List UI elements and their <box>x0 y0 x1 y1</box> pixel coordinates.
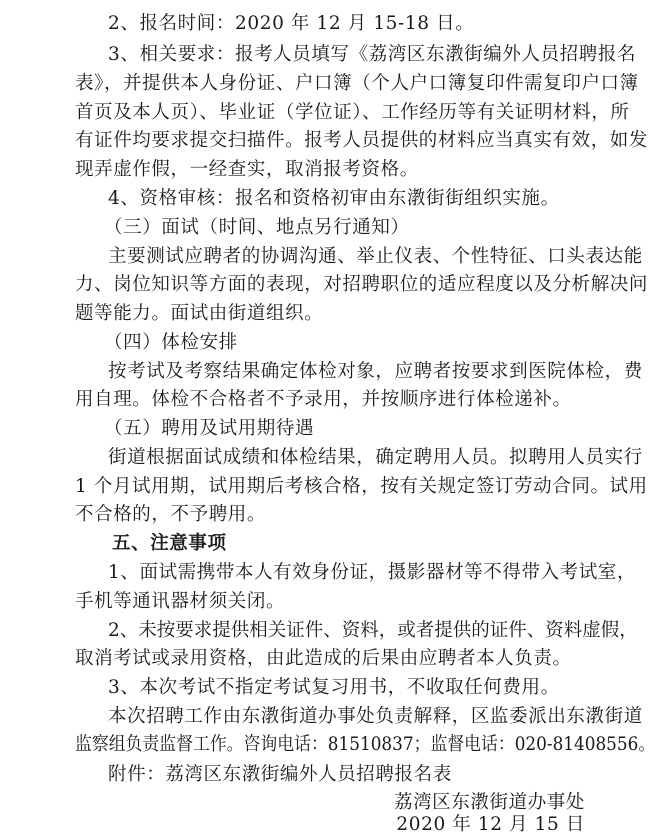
physical-exam-heading: （四）体检安排 <box>104 332 238 353</box>
interview-line-1: 主要测试应聘者的协调沟通、举止仪表、个性特征、口头表达能 <box>108 246 643 267</box>
notes-item-2-line-1: 2、未按要求提供相关证件、资料，或者提供的证件、资料虚假， <box>108 620 638 641</box>
notes-item-1-line-2: 手机等通讯器材须关闭。 <box>75 591 286 612</box>
requirements-line-1: 3、相关要求：报考人员填写《荔湾区东漖街编外人员招聘报名 <box>108 44 637 65</box>
notes-item-2-line-2: 取消考试或录用资格，由此造成的后果由应聘者本人负责。 <box>75 648 572 669</box>
notes-item-3: 3、本次考试不指定考试复习用书，不收取任何费用。 <box>108 677 560 698</box>
employment-line-1: 街道根据面试成绩和体检结果，确定聘用人员。拟聘用人员实行 <box>108 447 643 468</box>
employment-line-3: 不合格的，不予聘用。 <box>75 504 267 525</box>
employment-line-2: 1 个月试用期，试用期后考核合格，按有关规定签订劳动合同。试用 <box>75 476 648 497</box>
requirements-line-5: 现弄虚作假，一经查实，取消报考资格。 <box>75 159 419 180</box>
physical-exam-line-2: 用自理。体检不合格者不予录用，并按顺序进行体检递补。 <box>75 389 572 410</box>
requirements-line-3: 首页及本人页）、毕业证（学位证）、工作经历等有关证明材料，所 <box>75 102 630 123</box>
issuer-line: 荔湾区东漖街道办事处 <box>393 792 585 813</box>
attachment-line: 附件：荔湾区东漖街编外人员招聘报名表 <box>108 764 452 785</box>
interview-line-3: 题等能力。面试由街道组织。 <box>75 303 324 324</box>
explanation-line-2: 监察组负责监督工作。咨询电话：81510837；监督电话：020-81408556。 <box>75 734 656 755</box>
explanation-line-1: 本次招聘工作由东漖街道办事处负责解释，区监委派出东漖街道 <box>108 706 643 727</box>
requirements-line-4: 有证件均要求提交扫描件。报考人员提供的材料应当真实有效，如发 <box>75 130 649 151</box>
notes-item-1-line-1: 1、面试需携带本人有效身份证，摄影器材等不得带入考试室， <box>108 562 637 583</box>
issue-date-line: 2020 年 12 月 15 日 <box>396 814 585 835</box>
requirements-line-2: 表》，并提供本人身份证、户口簿（个人户口簿复印件需复印户口簿 <box>75 73 639 94</box>
physical-exam-line-1: 按考试及考察结果确定体检对象，应聘者按要求到医院体检，费 <box>108 361 643 382</box>
reg-time-line: 2、报名时间：2020 年 12 月 15-18 日。 <box>108 13 475 34</box>
notes-heading: 五、注意事项 <box>112 533 227 554</box>
employment-heading: （五）聘用及试用期待遇 <box>104 418 315 439</box>
interview-line-2: 力、岗位知识等方面的表现，对招聘职位的适应程度以及分析解决问 <box>75 274 649 295</box>
qualification-line: 4、资格审核：报名和资格初审由东漖街街组织实施。 <box>108 188 560 209</box>
interview-heading: （三）面试（时间、地点另行通知） <box>104 217 410 238</box>
